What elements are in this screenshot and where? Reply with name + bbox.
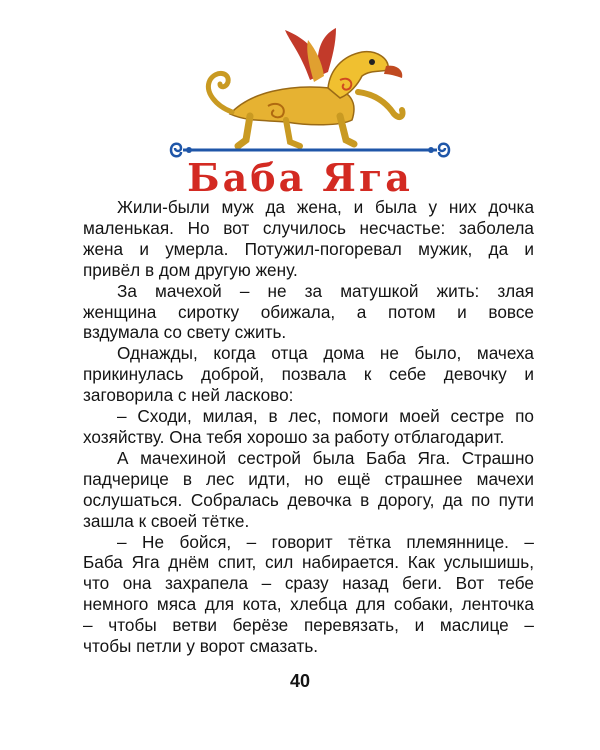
text-line: – Не бойся, – говорит тётка племяннице. –	[117, 531, 534, 552]
story-text	[83, 197, 534, 657]
text-line: Однажды, когда отца дома не было, мачеха	[117, 343, 534, 364]
text-line: привёл в дом другую жену.	[83, 259, 298, 280]
text-line: женщина сиротку обижала, а потом и вовсе	[83, 301, 534, 322]
text-line: немного мяса для кота, хлебца для собаки, ленточка	[83, 594, 534, 615]
text-line: что она захрапела – сразу назад беги. Вот тебе	[83, 573, 534, 594]
text-line: падчерице в лес идти, но ещё страшнее мачехи	[83, 468, 534, 489]
page-number: 40	[289, 671, 311, 691]
story-title: Баба Яга	[187, 155, 413, 200]
text-line: зашла к своей тётке.	[83, 510, 250, 531]
text-line: Баба Яга днём спит, сил набирается. Как услышишь,	[83, 552, 534, 573]
text-line: вздумала со свету сжить.	[83, 322, 287, 343]
text-line: чтобы петли у ворот смазать.	[83, 636, 319, 657]
text-line: хозяйству. Она тебя хорошо за работу отблагодарит.	[83, 426, 505, 447]
text-line: заговорила с ней ласково:	[83, 385, 294, 406]
text-line: – чтобы ветви берёзе перевязать, и маслице –	[83, 615, 534, 636]
text-line: прикинулась доброй, позвала к себе девочку и	[83, 364, 534, 385]
text-line: А мачехиной сестрой была Баба Яга. Страшно	[117, 447, 534, 468]
text-line: ослушаться. Собралась девочка в дорогу, да по пути	[83, 489, 534, 510]
text-line: За мачехой – не за матушкой жить: злая	[117, 280, 534, 301]
text-line: маленькая. Но вот случилось несчастье: заболела	[83, 217, 534, 238]
text-line: – Сходи, милая, в лес, помоги моей сестре по	[117, 406, 534, 427]
text-line: жена и умерла. Потужил-погоревал мужик, да и	[83, 238, 534, 259]
text-line: Жили-были муж да жена, и была у них дочка	[117, 197, 534, 217]
